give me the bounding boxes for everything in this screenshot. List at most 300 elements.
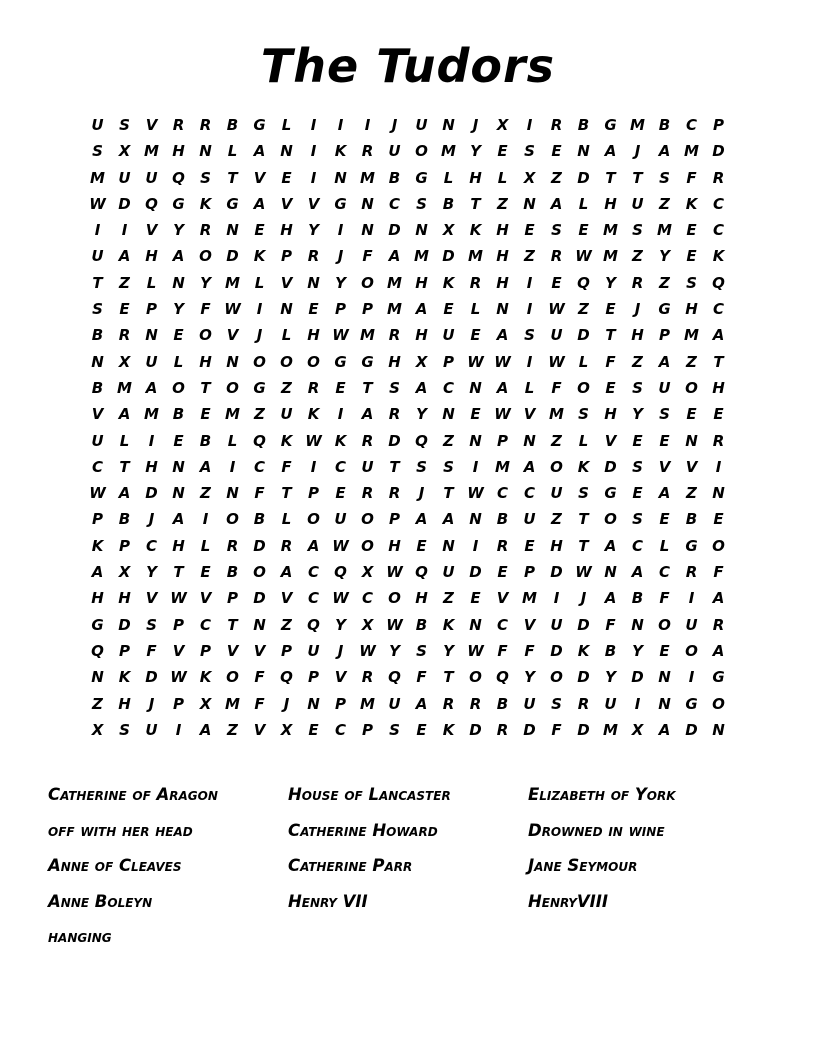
grid-letter: E bbox=[470, 326, 481, 345]
grid-letter: E bbox=[605, 378, 616, 397]
grid-letter: N bbox=[307, 273, 320, 292]
grid-letter: J bbox=[283, 694, 290, 713]
grid-letter: Y bbox=[443, 641, 454, 660]
grid-letter: M bbox=[360, 694, 375, 713]
grid-letter: H bbox=[415, 589, 428, 608]
grid-letter: Q bbox=[415, 563, 428, 582]
grid-letter: E bbox=[659, 510, 670, 529]
grid-letter: N bbox=[442, 536, 455, 555]
grid-letter: N bbox=[712, 484, 725, 503]
grid-letter: C bbox=[442, 378, 454, 397]
grid-letter: N bbox=[361, 194, 374, 213]
grid-letter: I bbox=[634, 694, 641, 713]
grid-letter: Y bbox=[632, 641, 643, 660]
grid-letter: B bbox=[415, 615, 428, 634]
grid-letter: M bbox=[684, 142, 699, 161]
grid-letter: A bbox=[253, 142, 266, 161]
grid-letter: A bbox=[496, 326, 509, 345]
grid-letter: W bbox=[467, 484, 484, 503]
grid-letter: S bbox=[416, 457, 427, 476]
grid-letter: H bbox=[631, 326, 644, 345]
grid-letter: I bbox=[337, 405, 344, 424]
grid-letter: S bbox=[119, 720, 130, 739]
grid-letter: O bbox=[307, 510, 320, 529]
grid-letter: S bbox=[659, 405, 670, 424]
grid-letter: N bbox=[226, 221, 239, 240]
grid-letter: X bbox=[442, 221, 455, 240]
grid-letter: T bbox=[92, 273, 103, 292]
grid-letter: P bbox=[227, 589, 238, 608]
grid-letter: N bbox=[496, 300, 509, 319]
grid-letter: N bbox=[226, 352, 239, 371]
grid-letter: O bbox=[712, 536, 725, 555]
grid-letter: M bbox=[387, 300, 402, 319]
grid-letter: W bbox=[494, 352, 511, 371]
grid-letter: W bbox=[89, 194, 106, 213]
grid-letter: R bbox=[685, 563, 698, 582]
grid-letter: K bbox=[334, 431, 347, 450]
grid-letter: G bbox=[91, 615, 104, 634]
grid-letter: T bbox=[605, 168, 616, 187]
grid-letter: K bbox=[307, 405, 320, 424]
grid-letter: E bbox=[551, 273, 562, 292]
grid-letter: T bbox=[578, 536, 589, 555]
grid-letter: A bbox=[172, 510, 185, 529]
grid-letter: C bbox=[685, 116, 697, 134]
grid-letter: T bbox=[578, 510, 589, 529]
grid-letter: S bbox=[551, 221, 562, 240]
grid-letter: N bbox=[469, 615, 482, 634]
grid-letter: O bbox=[658, 615, 671, 634]
grid-letter: A bbox=[604, 536, 617, 555]
grid-letter: A bbox=[658, 142, 671, 161]
grid-letter: A bbox=[118, 247, 131, 266]
grid-letter: C bbox=[631, 536, 643, 555]
grid-letter: U bbox=[280, 405, 293, 424]
grid-letter: O bbox=[199, 326, 212, 345]
grid-letter: L bbox=[659, 536, 670, 555]
grid-letter: L bbox=[443, 168, 454, 187]
grid-letter: G bbox=[253, 378, 266, 397]
grid-letter: C bbox=[253, 457, 265, 476]
grid-letter: F bbox=[362, 247, 373, 266]
grid-letter: Y bbox=[173, 300, 184, 319]
grid-letter: H bbox=[415, 273, 428, 292]
grid-letter: W bbox=[305, 431, 322, 450]
grid-letter: M bbox=[90, 168, 105, 187]
grid-letter: Q bbox=[253, 431, 266, 450]
grid-letter: Q bbox=[91, 641, 104, 660]
grid-letter: U bbox=[550, 615, 563, 634]
grid-letter: B bbox=[496, 510, 509, 529]
grid-letter: S bbox=[659, 168, 670, 187]
grid-letter: T bbox=[713, 352, 724, 371]
grid-letter: J bbox=[634, 300, 641, 319]
grid-letter: J bbox=[337, 641, 344, 660]
grid-letter: M bbox=[360, 168, 375, 187]
word-list-item: Catherine Howard bbox=[288, 820, 438, 840]
grid-letter: W bbox=[89, 484, 106, 503]
grid-letter: G bbox=[172, 194, 185, 213]
grid-letter: L bbox=[281, 510, 292, 529]
grid-letter: E bbox=[659, 641, 670, 660]
grid-letter: Y bbox=[335, 615, 346, 634]
grid-letter: S bbox=[389, 378, 400, 397]
grid-letter: O bbox=[550, 457, 563, 476]
grid-letter: N bbox=[442, 405, 455, 424]
word-list-item: House of Lancaster bbox=[288, 785, 451, 804]
grid-letter: M bbox=[225, 273, 240, 292]
grid-letter: O bbox=[253, 352, 266, 371]
grid-letter: V bbox=[145, 221, 158, 240]
grid-letter: N bbox=[172, 273, 185, 292]
grid-letter: E bbox=[605, 300, 616, 319]
grid-letter: I bbox=[472, 457, 479, 476]
grid-letter: H bbox=[496, 247, 509, 266]
grid-letter: H bbox=[280, 221, 293, 240]
grid-letter: P bbox=[713, 116, 724, 134]
letter-grid bbox=[84, 112, 732, 743]
grid-letter: E bbox=[713, 405, 724, 424]
grid-letter: U bbox=[145, 352, 158, 371]
grid-letter: E bbox=[416, 720, 427, 739]
grid-letter: G bbox=[415, 168, 428, 187]
grid-letter: I bbox=[310, 168, 317, 187]
grid-letter: I bbox=[310, 457, 317, 476]
grid-letter: M bbox=[144, 405, 159, 424]
grid-letter: Z bbox=[524, 247, 535, 266]
grid-letter: U bbox=[145, 720, 158, 739]
grid-letter: V bbox=[280, 194, 293, 213]
grid-letter: N bbox=[712, 720, 725, 739]
grid-letter: Q bbox=[334, 563, 347, 582]
grid-letter: C bbox=[361, 589, 373, 608]
grid-letter: S bbox=[632, 510, 643, 529]
grid-letter: G bbox=[334, 352, 347, 371]
grid-letter: A bbox=[415, 378, 428, 397]
grid-letter: Z bbox=[92, 694, 103, 713]
grid-letter: X bbox=[361, 615, 374, 634]
grid-letter: U bbox=[145, 168, 158, 187]
grid-letter: F bbox=[524, 641, 535, 660]
grid-letter: W bbox=[467, 641, 484, 660]
grid-letter: H bbox=[604, 405, 617, 424]
grid-letter: S bbox=[632, 378, 643, 397]
grid-letter: W bbox=[467, 352, 484, 371]
grid-letter: K bbox=[91, 536, 104, 555]
word-list-item: Anne Boleyn bbox=[48, 891, 153, 911]
grid-letter: V bbox=[334, 668, 347, 687]
grid-letter: Z bbox=[443, 431, 454, 450]
grid-letter: N bbox=[442, 116, 455, 134]
grid-letter: T bbox=[389, 457, 400, 476]
grid-letter: E bbox=[524, 536, 535, 555]
grid-letter: C bbox=[388, 194, 400, 213]
grid-letter: L bbox=[578, 352, 589, 371]
grid-letter: Y bbox=[659, 247, 670, 266]
grid-letter: Y bbox=[632, 405, 643, 424]
grid-letter: O bbox=[361, 536, 374, 555]
grid-letter: V bbox=[172, 641, 185, 660]
grid-letter: X bbox=[199, 694, 212, 713]
grid-letter: W bbox=[494, 405, 511, 424]
grid-letter: J bbox=[472, 116, 479, 134]
grid-letter: L bbox=[578, 194, 589, 213]
grid-letter: J bbox=[148, 694, 155, 713]
grid-letter: V bbox=[307, 194, 320, 213]
grid-letter: V bbox=[145, 589, 158, 608]
grid-letter: M bbox=[144, 142, 159, 161]
grid-letter: K bbox=[280, 431, 293, 450]
grid-letter: N bbox=[307, 694, 320, 713]
grid-letter: R bbox=[361, 431, 374, 450]
grid-letter: G bbox=[226, 194, 239, 213]
grid-letter: X bbox=[496, 116, 509, 134]
grid-letter: F bbox=[551, 720, 562, 739]
grid-letter: Q bbox=[415, 431, 428, 450]
grid-letter: R bbox=[496, 720, 509, 739]
grid-letter: O bbox=[361, 510, 374, 529]
grid-letter: R bbox=[712, 168, 725, 187]
grid-letter: A bbox=[442, 510, 455, 529]
grid-letter: L bbox=[281, 116, 292, 134]
grid-letter: Y bbox=[470, 142, 481, 161]
grid-letter: I bbox=[526, 116, 533, 134]
grid-letter: R bbox=[388, 326, 401, 345]
grid-letter: R bbox=[199, 221, 212, 240]
grid-letter: C bbox=[712, 194, 724, 213]
grid-letter: D bbox=[685, 720, 698, 739]
grid-letter: C bbox=[523, 484, 535, 503]
grid-letter: Y bbox=[308, 221, 319, 240]
grid-letter: G bbox=[604, 116, 617, 134]
word-list-item: HenryVIII bbox=[528, 891, 609, 911]
grid-letter: N bbox=[469, 431, 482, 450]
grid-letter: H bbox=[145, 457, 158, 476]
grid-letter: I bbox=[202, 510, 209, 529]
grid-letter: Q bbox=[712, 273, 725, 292]
grid-letter: R bbox=[469, 694, 482, 713]
grid-letter: V bbox=[523, 615, 536, 634]
grid-letter: O bbox=[307, 352, 320, 371]
grid-letter: J bbox=[148, 510, 155, 529]
grid-letter: R bbox=[712, 431, 725, 450]
grid-letter: U bbox=[415, 116, 428, 134]
grid-letter: H bbox=[388, 536, 401, 555]
grid-letter: J bbox=[580, 589, 587, 608]
grid-letter: L bbox=[497, 168, 508, 187]
grid-letter: A bbox=[145, 378, 158, 397]
grid-letter: F bbox=[254, 668, 265, 687]
grid-letter: L bbox=[227, 431, 238, 450]
grid-letter: O bbox=[226, 378, 239, 397]
grid-letter: F bbox=[686, 168, 697, 187]
grid-letter: E bbox=[632, 484, 643, 503]
grid-letter: P bbox=[659, 326, 670, 345]
grid-letter: C bbox=[145, 536, 157, 555]
grid-letter: C bbox=[307, 563, 319, 582]
grid-letter: N bbox=[172, 484, 185, 503]
grid-letter: S bbox=[92, 300, 103, 319]
grid-letter: R bbox=[388, 405, 401, 424]
grid-letter: O bbox=[604, 510, 617, 529]
grid-letter: E bbox=[686, 247, 697, 266]
grid-letter: U bbox=[685, 615, 698, 634]
grid-letter: D bbox=[118, 194, 131, 213]
grid-letter: H bbox=[388, 352, 401, 371]
grid-letter: J bbox=[337, 247, 344, 266]
grid-letter: T bbox=[281, 484, 292, 503]
grid-letter: H bbox=[118, 694, 131, 713]
grid-letter: V bbox=[253, 641, 266, 660]
grid-letter: K bbox=[442, 615, 455, 634]
grid-letter: S bbox=[551, 694, 562, 713]
grid-letter: A bbox=[307, 536, 320, 555]
grid-letter: D bbox=[577, 720, 590, 739]
grid-letter: I bbox=[715, 457, 722, 476]
grid-letter: W bbox=[548, 300, 565, 319]
grid-letter: S bbox=[200, 168, 211, 187]
grid-letter: R bbox=[361, 484, 374, 503]
grid-letter: I bbox=[310, 116, 317, 134]
grid-letter: L bbox=[470, 300, 481, 319]
grid-letter: A bbox=[199, 457, 212, 476]
grid-letter: E bbox=[470, 589, 481, 608]
grid-letter: R bbox=[172, 116, 185, 134]
grid-letter: M bbox=[603, 247, 618, 266]
grid-letter: P bbox=[497, 431, 508, 450]
grid-letter: F bbox=[146, 641, 157, 660]
grid-letter: W bbox=[575, 563, 592, 582]
grid-letter: Z bbox=[551, 168, 562, 187]
grid-letter: L bbox=[281, 326, 292, 345]
grid-letter: N bbox=[577, 142, 590, 161]
grid-letter: M bbox=[603, 221, 618, 240]
grid-letter: N bbox=[658, 668, 671, 687]
grid-letter: N bbox=[91, 352, 104, 371]
grid-letter: R bbox=[199, 116, 212, 134]
grid-letter: G bbox=[712, 668, 725, 687]
grid-letter: O bbox=[712, 694, 725, 713]
grid-letter: E bbox=[497, 142, 508, 161]
grid-letter: I bbox=[688, 589, 695, 608]
grid-letter: M bbox=[360, 326, 375, 345]
grid-letter: K bbox=[199, 194, 212, 213]
grid-letter: F bbox=[281, 457, 292, 476]
grid-letter: N bbox=[226, 484, 239, 503]
grid-letter: O bbox=[253, 563, 266, 582]
grid-letter: Y bbox=[146, 563, 157, 582]
grid-letter: U bbox=[523, 694, 536, 713]
grid-letter: R bbox=[550, 247, 563, 266]
grid-letter: Q bbox=[145, 194, 158, 213]
grid-letter: S bbox=[92, 142, 103, 161]
grid-letter: E bbox=[578, 221, 589, 240]
grid-letter: P bbox=[362, 300, 373, 319]
grid-letter: L bbox=[119, 431, 130, 450]
grid-letter: P bbox=[119, 536, 130, 555]
grid-letter: E bbox=[713, 510, 724, 529]
grid-letter: Z bbox=[659, 194, 670, 213]
grid-letter: I bbox=[121, 221, 128, 240]
grid-letter: D bbox=[145, 668, 158, 687]
grid-letter: D bbox=[253, 536, 266, 555]
grid-letter: G bbox=[334, 194, 347, 213]
grid-letter: U bbox=[631, 194, 644, 213]
grid-letter: S bbox=[524, 142, 535, 161]
grid-letter: R bbox=[226, 536, 239, 555]
grid-letter: O bbox=[550, 668, 563, 687]
grid-letter: P bbox=[362, 720, 373, 739]
grid-letter: Z bbox=[578, 300, 589, 319]
grid-letter: P bbox=[173, 615, 184, 634]
grid-letter: D bbox=[388, 221, 401, 240]
grid-letter: V bbox=[280, 273, 293, 292]
grid-letter: T bbox=[632, 168, 643, 187]
grid-letter: O bbox=[199, 247, 212, 266]
grid-letter: N bbox=[631, 615, 644, 634]
grid-letter: S bbox=[443, 457, 454, 476]
grid-letter: C bbox=[496, 615, 508, 634]
grid-letter: I bbox=[688, 668, 695, 687]
grid-letter: U bbox=[442, 326, 455, 345]
grid-letter: D bbox=[577, 668, 590, 687]
grid-letter: O bbox=[415, 142, 428, 161]
grid-letter: M bbox=[684, 326, 699, 345]
grid-letter: V bbox=[496, 589, 509, 608]
grid-letter: S bbox=[119, 116, 130, 134]
grid-letter: U bbox=[361, 457, 374, 476]
grid-letter: I bbox=[256, 300, 263, 319]
grid-letter: V bbox=[685, 457, 698, 476]
grid-letter: H bbox=[550, 536, 563, 555]
grid-letter: D bbox=[253, 589, 266, 608]
grid-letter: E bbox=[416, 536, 427, 555]
grid-letter: L bbox=[524, 378, 535, 397]
grid-letter: H bbox=[469, 168, 482, 187]
grid-letter: E bbox=[632, 431, 643, 450]
grid-letter: G bbox=[253, 116, 266, 134]
grid-letter: A bbox=[361, 405, 374, 424]
grid-letter: I bbox=[94, 221, 101, 240]
grid-letter: L bbox=[173, 352, 184, 371]
grid-letter: Z bbox=[254, 405, 265, 424]
grid-letter: T bbox=[227, 168, 238, 187]
grid-letter: M bbox=[495, 457, 510, 476]
grid-letter: Q bbox=[388, 668, 401, 687]
grid-letter: S bbox=[416, 641, 427, 660]
grid-letter: C bbox=[334, 457, 346, 476]
grid-letter: H bbox=[415, 326, 428, 345]
grid-letter: M bbox=[549, 405, 564, 424]
grid-letter: P bbox=[524, 563, 535, 582]
grid-letter: B bbox=[172, 405, 185, 424]
grid-letter: R bbox=[361, 668, 374, 687]
grid-letter: L bbox=[200, 536, 211, 555]
grid-letter: R bbox=[307, 378, 320, 397]
grid-letter: B bbox=[442, 194, 455, 213]
grid-letter: K bbox=[577, 457, 590, 476]
grid-letter: A bbox=[118, 405, 131, 424]
grid-letter: X bbox=[91, 720, 104, 739]
grid-letter: Q bbox=[577, 273, 590, 292]
grid-letter: Y bbox=[335, 273, 346, 292]
grid-letter: I bbox=[526, 300, 533, 319]
grid-letter: N bbox=[361, 221, 374, 240]
grid-letter: L bbox=[146, 273, 157, 292]
word-list-item: hanging bbox=[48, 927, 112, 946]
grid-letter: W bbox=[359, 641, 376, 660]
